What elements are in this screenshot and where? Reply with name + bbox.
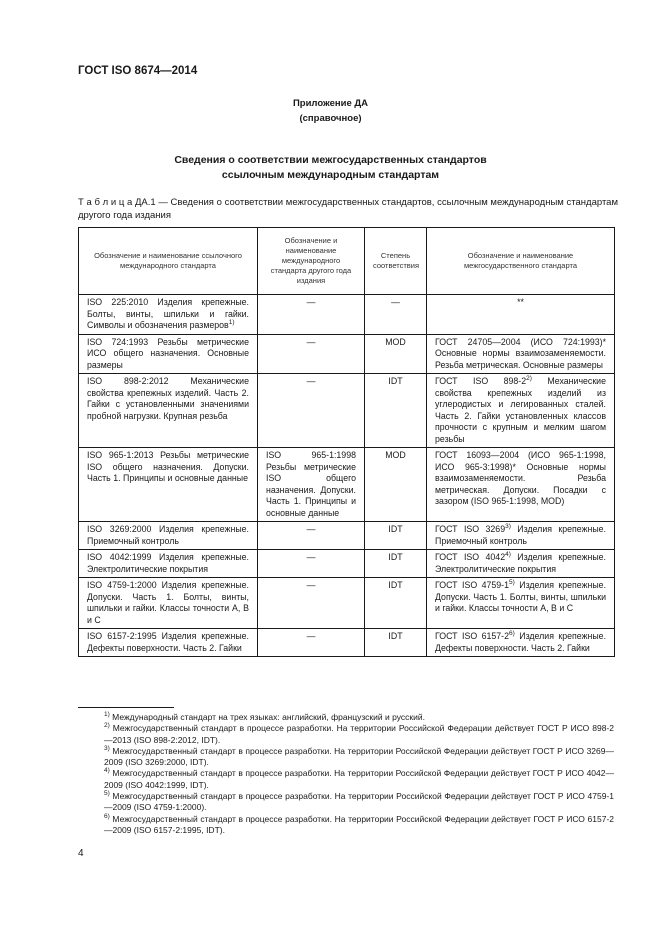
section-title	[0, 153, 661, 183]
footnote-mark: 4)	[505, 551, 511, 559]
degree-cell: IDT	[365, 578, 427, 629]
table-body	[79, 295, 615, 657]
appendix-subtitle: (справочное)	[299, 113, 362, 124]
footnote-mark: 1)	[104, 711, 110, 719]
ref-standard-cell: ISO 4759-1:2000 Изделия крепежные. Допуски. Часть 1. Болты, винты, шпильки и гайки. Классы точности А, В и С	[79, 578, 258, 629]
degree-cell: MOD	[365, 448, 427, 522]
section-title-line-1: Сведения о соответствии межгосударственных стандартов	[174, 154, 487, 166]
table-row	[79, 550, 615, 578]
ref-standard-cell: ISO 3269:2000 Изделия крепежные. Приемочный контроль	[79, 522, 258, 550]
section-title-line-2: ссылочным международным стандартам	[221, 169, 440, 181]
other-year-standard-cell: —	[258, 295, 365, 335]
footnote-mark: 2)	[526, 375, 532, 383]
gost-standard-cell: ГОСТ ISO 3269$^{3)}$ Изделия крепежные. Приемочный контроль	[427, 522, 615, 550]
other-year-standard-cell: —	[258, 550, 365, 578]
footnote	[78, 791, 614, 814]
column-header: Обозначение и наименование ссылочного международного стандарта	[79, 228, 258, 295]
standards-table	[78, 227, 615, 657]
footnote-mark: 4)	[104, 767, 110, 775]
table-caption: Т а б л и ц а ДА.1 — Сведения о соответствии межгосударственных стандартов, ссылочным международным стандартам другого года издания	[78, 197, 618, 221]
table-row	[79, 578, 615, 629]
other-year-standard-cell: —	[258, 522, 365, 550]
table-row	[79, 374, 615, 448]
appendix-heading	[0, 96, 661, 126]
ref-standard-cell: ISO 724:1993 Резьбы метрические ИСО общего назначения. Основные размеры	[79, 334, 258, 374]
appendix-title: Приложение ДА	[292, 98, 369, 109]
degree-cell: IDT	[365, 374, 427, 448]
gost-standard-cell: **	[427, 295, 615, 335]
footnote-mark: 2)	[104, 722, 110, 730]
gost-standard-cell: ГОСТ 16093—2004 (ИСО 965-1:1998, ИСО 965-3:1998)* Основные нормы взаимозаменяемости. Резьба метрическая. Допуски. Посадки с зазором (ISO 965-1:1998, MOD)	[427, 448, 615, 522]
footnote-mark: 3)	[505, 523, 511, 531]
degree-cell: IDT	[365, 522, 427, 550]
footnote-text: Межгосударственный стандарт в процессе разработки. На территории Российской Федерации действует ГОСТ Р ИСО 898-2—2013 (ISO 898-2:2012, IDT).	[104, 723, 614, 745]
gost-standard-cell: ГОСТ ISO 898-2$^{2)}$ Механические свойства крепежных изделий из углеродистых и легированных сталей. Часть 2. Гайки установленных классов прочности с крупным и мелким шагом резьбы	[427, 374, 615, 448]
other-year-standard-cell: ISO 965-1:1998 Резьбы метрические ISO общего назначения. Допуски. Часть 1. Принципы и основные данные	[258, 448, 365, 522]
gost-standard-cell: ГОСТ ISO 4042$^{4)}$ Изделия крепежные. Электролитические покрытия	[427, 550, 615, 578]
ref-standard-cell: ISO 898-2:2012 Механические свойства крепежных изделий. Часть 2. Гайки с установленными значениями пробной нагрузки. Крупная резьба	[79, 374, 258, 448]
footnote-text: Межгосударственный стандарт в процессе разработки. На территории Российской Федерации действует ГОСТ Р ИСО 4759-1—2009 (ISO 4759-1:2000).	[104, 791, 614, 813]
column-header: Обозначение и наименование межгосударственного стандарта	[427, 228, 615, 295]
footnote-text: Межгосударственный стандарт в процессе разработки. На территории Российской Федерации действует ГОСТ Р ИСО 3269—2009 (ISO 3269:2000, IDT).	[104, 745, 614, 768]
degree-cell: IDT	[365, 550, 427, 578]
footnote-mark: 5)	[104, 790, 110, 798]
table-row	[79, 522, 615, 550]
footnote-mark: 6)	[104, 812, 110, 820]
footnote-text: Межгосударственный стандарт в процессе разработки. На территории Российской Федерации действует ГОСТ Р ИСО 4042—2009 (ISO 4042:1999, IDT).	[104, 768, 614, 790]
gost-standard-cell: ГОСТ ISO 4759-1$^{5)}$ Изделия крепежные. Допуски. Часть 1. Болты, винты, шпильки и гайки. Классы точности А, В и С	[427, 578, 615, 629]
footnote-divider	[78, 707, 174, 708]
footnote	[78, 723, 614, 746]
degree-cell: IDT	[365, 629, 427, 657]
footnote-mark: 3)	[104, 745, 110, 753]
table-row	[79, 629, 615, 657]
footnote-text: Международный стандарт на трех языках: английский, французский и русский.	[109, 712, 425, 722]
footnote	[78, 746, 614, 769]
footnote	[78, 814, 614, 837]
page-number: 4	[78, 848, 84, 859]
footnote	[78, 712, 614, 723]
table-row	[79, 448, 615, 522]
degree-cell: MOD	[365, 334, 427, 374]
footnote-mark: 1)	[228, 319, 235, 327]
table-row	[79, 295, 615, 335]
ref-standard-cell: ISO 225:2010 Изделия крепежные. Болты, винты, шпильки и гайки. Символы и обозначения размеров$^{1)}$	[79, 295, 258, 335]
gost-standard-cell: ГОСТ ISO 6157-2$^{6)}$ Изделия крепежные. Дефекты поверхности. Часть 2. Гайки	[427, 629, 615, 657]
footnote-mark: 6)	[509, 630, 515, 638]
degree-cell: —	[365, 295, 427, 335]
ref-standard-cell: ISO 6157-2:1995 Изделия крепежные. Дефекты поверхности. Часть 2. Гайки	[79, 629, 258, 657]
document-header: ГОСТ ISO 8674—2014	[78, 65, 198, 77]
other-year-standard-cell: —	[258, 629, 365, 657]
footnote-mark: 5)	[509, 579, 515, 587]
footnotes	[78, 712, 614, 836]
ref-standard-cell: ISO 4042:1999 Изделия крепежные. Электролитические покрытия	[79, 550, 258, 578]
table-row	[79, 334, 615, 374]
footnote-text: Межгосударственный стандарт в процессе разработки. На территории Российской Федерации действует ГОСТ Р ИСО 6157-2—2009 (ISO 6157-2:1995, IDT).	[104, 813, 614, 835]
other-year-standard-cell: —	[258, 578, 365, 629]
other-year-standard-cell: —	[258, 374, 365, 448]
gost-standard-cell: ГОСТ 24705—2004 (ИСО 724:1993)* Основные нормы взаимозаменяемости. Резьба метрическая. Основные размеры	[427, 334, 615, 374]
ref-standard-cell: ISO 965-1:2013 Резьбы метрические ISO общего назначения. Допуски. Часть 1. Принципы и основные данные	[79, 448, 258, 522]
table-header-row	[79, 228, 615, 295]
column-header: Степень соответствия	[365, 228, 427, 295]
other-year-standard-cell: —	[258, 334, 365, 374]
footnote	[78, 768, 614, 791]
column-header: Обозначение и наименование международного стандарта другого года издания	[258, 228, 365, 295]
